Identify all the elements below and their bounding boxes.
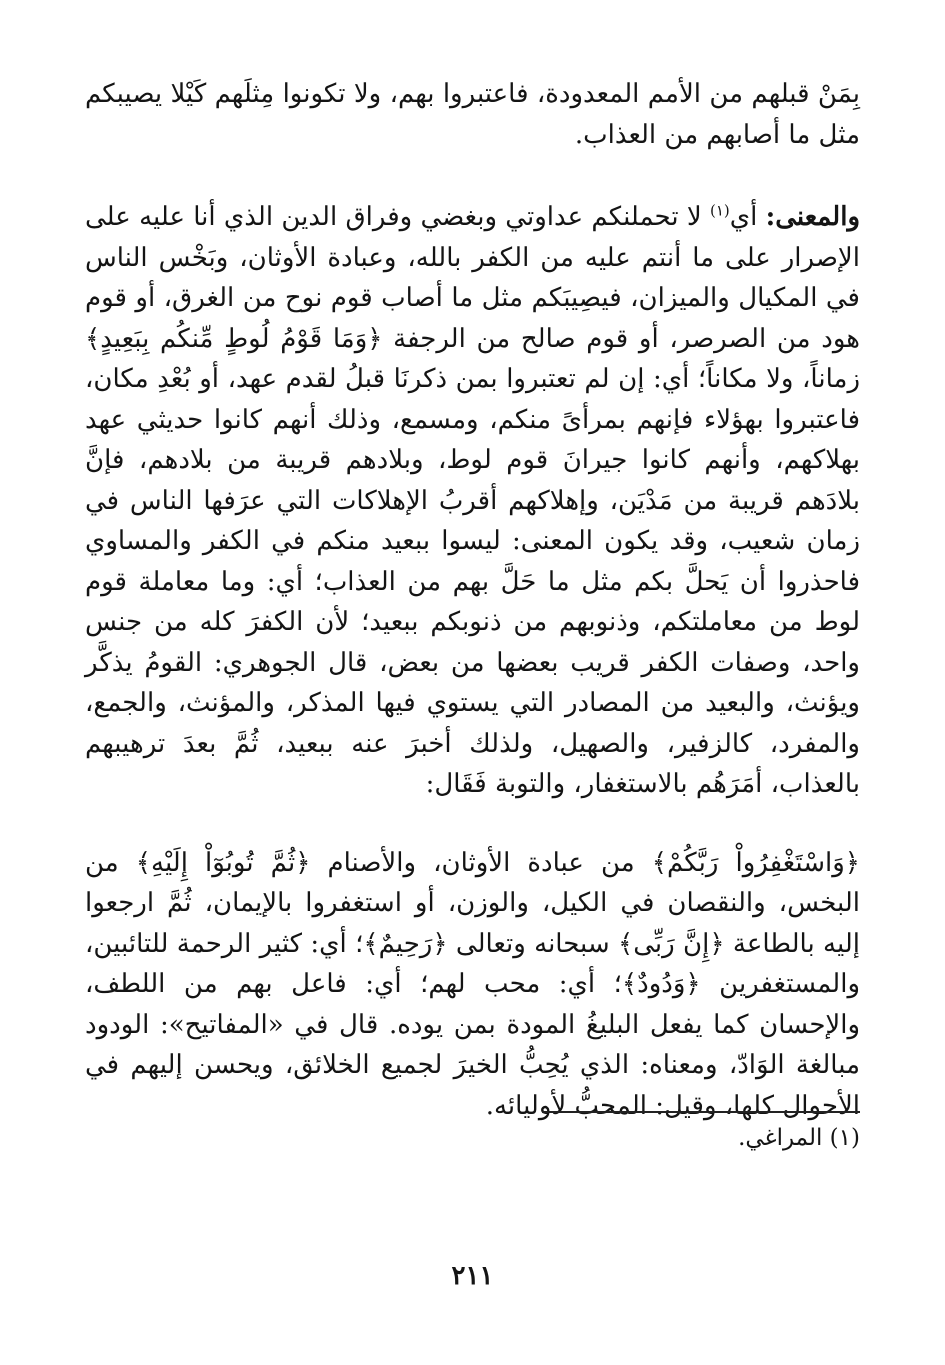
page-number: ٢١١	[451, 1261, 494, 1291]
footnote-reference[interactable]: (١)	[709, 201, 730, 220]
footnote-divider	[542, 1111, 860, 1113]
page-body	[85, 74, 860, 1365]
paragraph-istighfar: ﴿وَاسْتَغْفِرُواْ رَبَّكُمْ﴾ من عبادة الأوثان، والأصنام ﴿ثُمَّ تُوبُوٓاْ إِلَيْهِ﴾ من البخس، والنقصان في الكيل، والوزن، أو استغفروا بالإيمان، ثُمَّ ارجعوا إليه بالطاعة ﴿إِنَّ رَبِّى﴾ سبحانه وتعالى ﴿رَحِيمٌ﴾؛ أي: كثير الرحمة للتائبين، والمستغفرين ﴿وَدُودٌ﴾؛ أي: محب لهم؛ أي: فاعل بهم من اللطف، والإحسان كما يفعل البليغُ المودة بمن يوده. قال في «المفاتيح»: الودود مبالغة الوَادّ، ومعناه: الذي يُحِبُّ الخيرَ لجميع الخلائق، ويحسن إليهم في الأحوال كلها، وقيل: المحبُّ لأوليائه.	[85, 847, 860, 1121]
meaning-body: لا تحملنكم عداوتي وبغضي وفراق الدين الذي أنا عليه على الإصرار على ما أنتم عليه من الكفر بالله، وعبادة الأوثان، وبَخْس الناس في المكيال والميزان، فيصِيبَكم مثل ما أصاب قوم نوح من الغرق، أو قوم هود من الصرصر، أو قوم صالح من الرجفة ﴿وَمَا قَوْمُ لُوطٍ مِّنكُم بِبَعِيدٍ﴾ زماناً، ولا مكاناً؛ أي: إن لم تعتبروا بمن ذكرنَا قبلُ لقدم عهد، أو بُعْدِ مكان، فاعتبروا بهؤلاء فإنهم بمرأىً منكم، ومسمع، وذلك أنهم كانوا حديثي عهد بهلاكهم، وأنهم كانوا جيرانَ قوم لوط، وبلادهم قريبة من بلادهم، فإنَّ بلادَهم قريبة من مَدْيَن، وإهلاكهم أقربُ الإهلاكات التي عرَفها الناس في زمان شعيب، وقد يكون المعنى: ليسوا ببعيد منكم في الكفر والمساوي فاحذروا أن يَحلَّ بكم مثل ما حَلَّ بهم من العذاب؛ أي: وما معاملة قوم لوط من معاملتكم، وذنوبهم من ذنوبكم ببعيد؛ لأن الكفرَ كله من جنس واحد، وصفات الكفر قريب بعضها من بعض، قال الجوهري: القومُ يذكَّر ويؤنث، والبعيد من المصادر التي يستوي فيها المذكر، والمؤنث، والجمع، والمفرد، كالزفير، والصهيل، ولذلك أخبرَ عنه ببعيد، ثُمَّ بعدَ ترهيبهم بالعذاب، أمَرَهُم بالاستغفار، والتوبة فَقَال:	[85, 202, 860, 799]
paragraph-intro: بِمَنْ قبلهم من الأمم المعدودة، فاعتبروا بهم، ولا تكونوا مِثلَهم كَيْلا يصيبكم مثل ما أصابهم من العذاب.	[85, 79, 860, 150]
footnote: (١) المراغي.	[738, 1125, 860, 1151]
meaning-prefix: أي	[729, 202, 766, 232]
meaning-heading: والمعنى:	[765, 202, 860, 232]
paragraph-meaning	[85, 197, 860, 805]
